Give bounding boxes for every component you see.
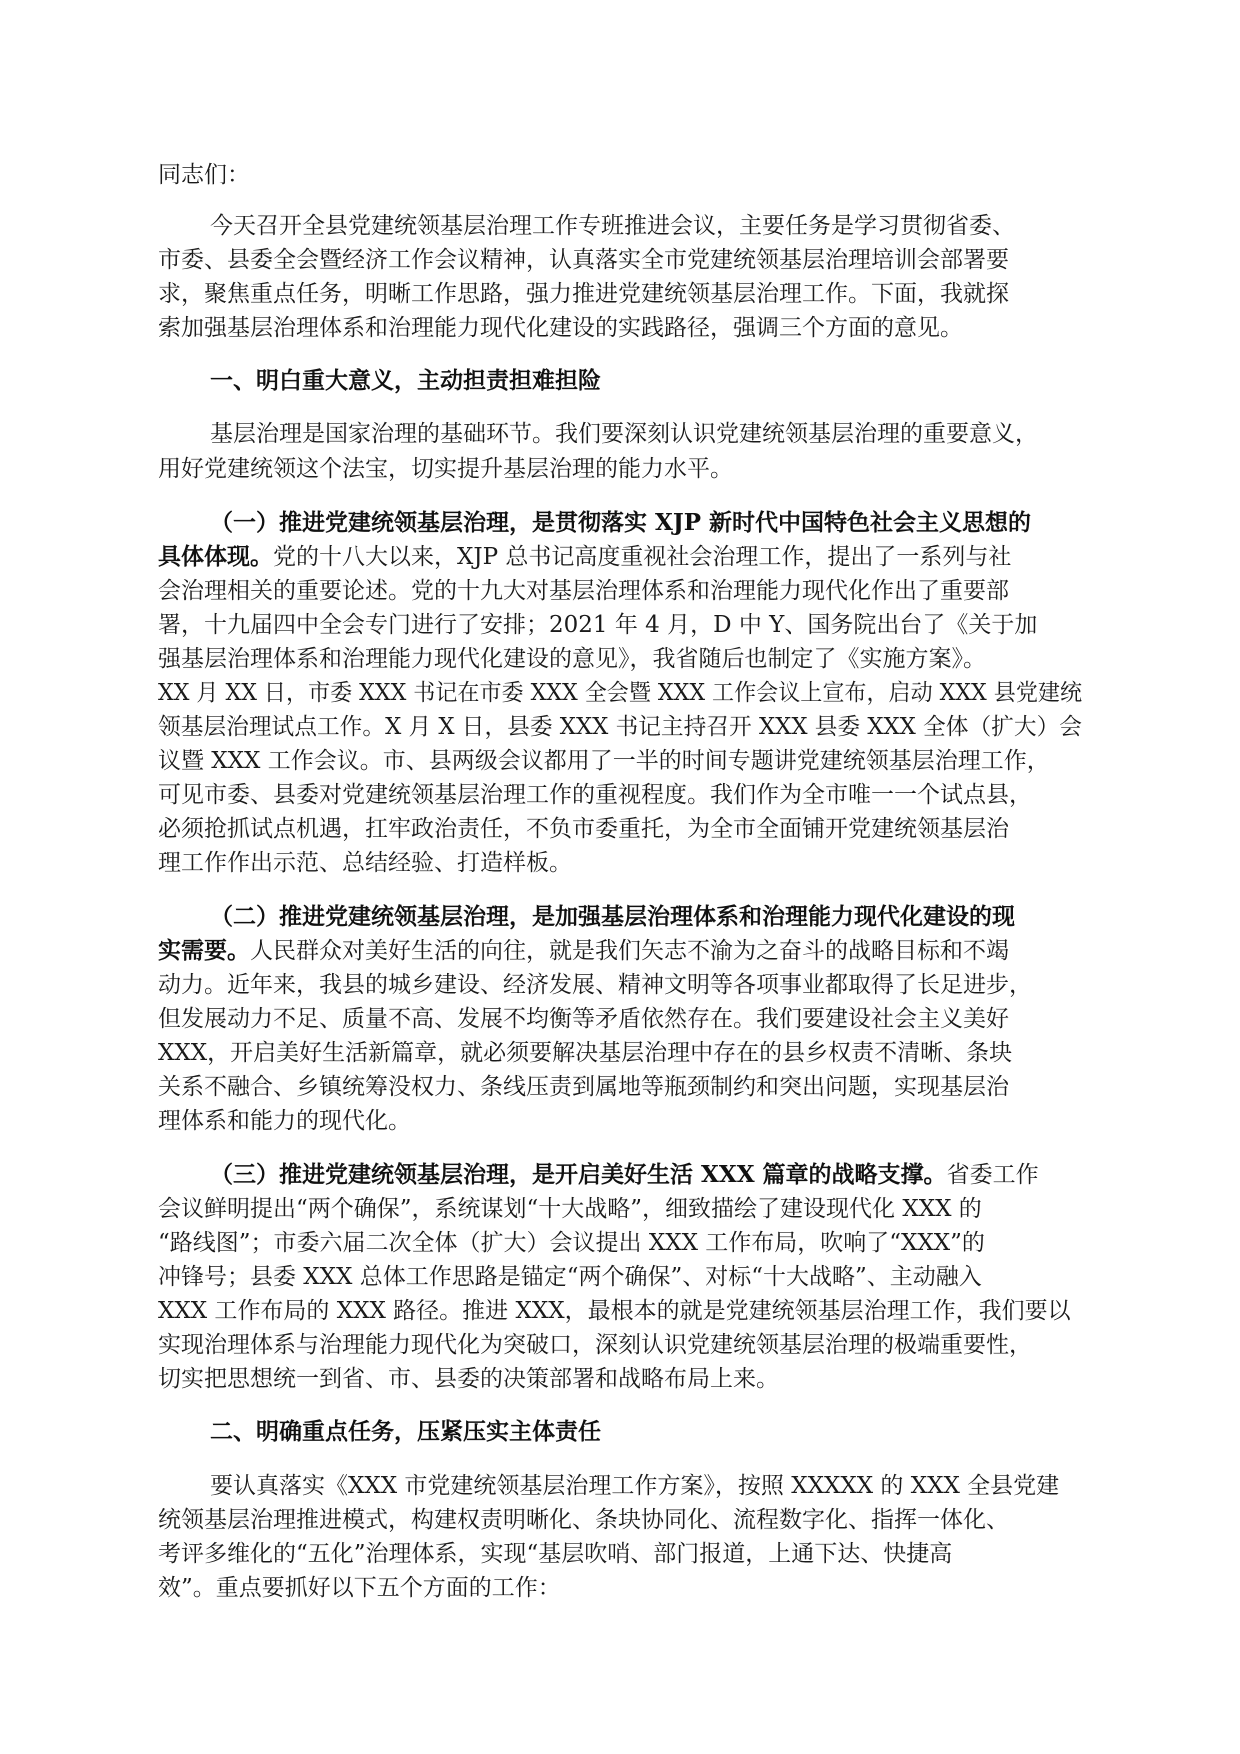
bold-text-run: 具体体现。: [158, 543, 273, 570]
text-line: [0, 157, 1240, 193]
text-line: [0, 1035, 1240, 1071]
text-line: [0, 276, 1240, 312]
text-line: [0, 933, 1240, 969]
text-line: [0, 777, 1240, 813]
text-line: [0, 242, 1240, 278]
text-run: 要认真落实《XXX 市党建统领基层治理工作方案》，按照 XXXXX 的 XXX 全县党建: [210, 1473, 1060, 1499]
text-run: 动力。近年来，我县的城乡建设、经济发展、精神文明等各项事业都取得了长足进步，: [158, 972, 1032, 998]
text-line: [0, 1225, 1240, 1261]
text-run: 必须抢抓试点机遇，扛牢政治责任，不负市委重托，为全市全面铺开党建统领基层治: [158, 816, 1009, 842]
text-line: [0, 1327, 1240, 1363]
text-run: 党的十八大以来，XJP 总书记高度重视社会治理工作，提出了一系列与社: [273, 544, 1012, 570]
text-line: [0, 539, 1240, 575]
bold-text-run: （三）推进党建统领基层治理，是开启美好生活 XXX 篇章的战略支撑。: [210, 1161, 947, 1188]
bold-text-run: 二、明确重点任务，压紧压实主体责任: [210, 1418, 601, 1445]
text-run: 署，十九届四中全会专门进行了安排；2021 年 4 月，D 中 Y、国务院出台了《关于加: [158, 612, 1038, 638]
text-run: 领基层治理试点工作。X 月 X 日，县委 XXX 书记主持召开 XXX 县委 XXX 全体（扩大）会: [158, 714, 1082, 740]
text-line: [0, 899, 1240, 935]
text-run: XX 月 XX 日，市委 XXX 书记在市委 XXX 全会暨 XXX 工作会议上宣布，启动 XXX 县党建统: [158, 680, 1082, 706]
text-line: [0, 1069, 1240, 1105]
text-run: XXX，开启美好生活新篇章，就必须要解决基层治理中存在的县乡权责不清晰、条块: [158, 1040, 1013, 1066]
bold-text-run: 一、明白重大意义，主动担责担难担险: [210, 367, 601, 394]
text-line: [0, 505, 1240, 541]
text-run: 议暨 XXX 工作会议。市、县两级会议都用了一半的时间专题讲党建统领基层治理工作，: [158, 748, 1050, 774]
text-run: 理工作作出示范、总结经验、打造样板。: [158, 850, 572, 876]
text-run: 实现治理体系与治理能力现代化为突破口，深刻认识党建统领基层治理的极端重要性，: [158, 1332, 1032, 1358]
text-run: 冲锋号；县委 XXX 总体工作思路是锚定“两个确保”、对标“十大战略”、主动融入: [158, 1264, 982, 1290]
text-run: 统领基层治理推进模式，构建权责明晰化、条块协同化、流程数字化、指挥一体化、: [158, 1507, 1009, 1533]
text-run: 求，聚焦重点任务，明晰工作思路，强力推进党建统领基层治理工作。下面，我就探: [158, 281, 1009, 307]
text-line: [0, 1001, 1240, 1037]
text-run: 今天召开全县党建统领基层治理工作专班推进会议，主要任务是学习贯彻省委、: [210, 213, 1015, 239]
text-run: 效”。重点要抓好以下五个方面的工作：: [158, 1575, 561, 1601]
text-line: [0, 641, 1240, 677]
text-run: 考评多维化的“五化”治理体系，实现“基层吹哨、部门报道，上通下达、快捷高: [158, 1541, 953, 1567]
text-line: [0, 967, 1240, 1003]
text-line: [0, 1157, 1240, 1193]
bold-text-run: 实需要。: [158, 937, 250, 964]
text-line: [0, 1414, 1240, 1450]
text-line: [0, 310, 1240, 346]
text-line: [0, 1502, 1240, 1538]
text-line: [2, 709, 1226, 745]
text-line: [0, 845, 1240, 881]
text-run: 可见市委、县委对党建统领基层治理工作的重视程度。我们作为全市唯一一个试点县，: [158, 782, 1032, 808]
text-run: 人民群众对美好生活的向往，就是我们矢志不渝为之奋斗的战略目标和不竭: [250, 938, 1009, 964]
text-run: “路线图”；市委六届二次全体（扩大）会议提出 XXX 工作布局，吹响了“XXX”的: [158, 1230, 985, 1256]
text-line: [0, 363, 1240, 399]
bold-text-run: （一）推进党建统领基层治理，是贯彻落实 XJP 新时代中国特色社会主义思想的: [210, 509, 1032, 536]
text-line: [0, 416, 1240, 452]
text-run: 省委工作: [946, 1162, 1039, 1188]
text-line: [0, 208, 1240, 244]
text-run: 会治理相关的重要论述。党的十九大对基层治理体系和治理能力现代化作出了重要部: [158, 578, 1009, 604]
text-line: [0, 1293, 1240, 1329]
text-run: 同志们：: [158, 162, 250, 188]
text-line: [6, 675, 1195, 711]
text-line: [0, 1570, 1240, 1606]
text-line: [0, 1259, 1240, 1295]
text-line: [0, 1468, 1240, 1504]
text-line: [0, 1191, 1240, 1227]
text-run: 会议鲜明提出“两个确保”，系统谋划“十大战略”，细致描绘了建设现代化 XXX 的: [158, 1196, 982, 1222]
text-line: [0, 1536, 1240, 1572]
text-run: 基层治理是国家治理的基础环节。我们要深刻认识党建统领基层治理的重要意义，: [210, 421, 1038, 447]
text-run: 关系不融合、乡镇统筹没权力、条线压责到属地等瓶颈制约和突出问题，实现基层治: [158, 1074, 1009, 1100]
text-line: [0, 743, 1240, 779]
text-line: [0, 607, 1240, 643]
bold-text-run: （二）推进党建统领基层治理，是加强基层治理体系和治理能力现代化建设的现: [210, 903, 1015, 930]
text-run: 切实把思想统一到省、市、县委的决策部署和战略布局上来。: [158, 1366, 779, 1392]
text-run: 用好党建统领这个法宝，切实提升基层治理的能力水平。: [158, 456, 733, 482]
text-run: XXX 工作布局的 XXX 路径。推进 XXX，最根本的就是党建统领基层治理工作，我们要以: [158, 1298, 1071, 1324]
text-run: 但发展动力不足、质量不高、发展不均衡等矛盾依然存在。我们要建设社会主义美好: [158, 1006, 1009, 1032]
text-run: 市委、县委全会暨经济工作会议精神，认真落实全市党建统领基层治理培训会部署要: [158, 247, 1009, 273]
text-run: 索加强基层治理体系和治理能力现代化建设的实践路径，强调三个方面的意见。: [158, 315, 963, 341]
text-line: [0, 573, 1240, 609]
text-run: 理体系和能力的现代化。: [158, 1108, 411, 1134]
text-line: [0, 1361, 1240, 1397]
text-line: [0, 451, 1240, 487]
text-run: 强基层治理体系和治理能力现代化建设的意见》，我省随后也制定了《实施方案》。: [158, 646, 986, 672]
text-line: [0, 811, 1240, 847]
text-line: [0, 1103, 1240, 1139]
